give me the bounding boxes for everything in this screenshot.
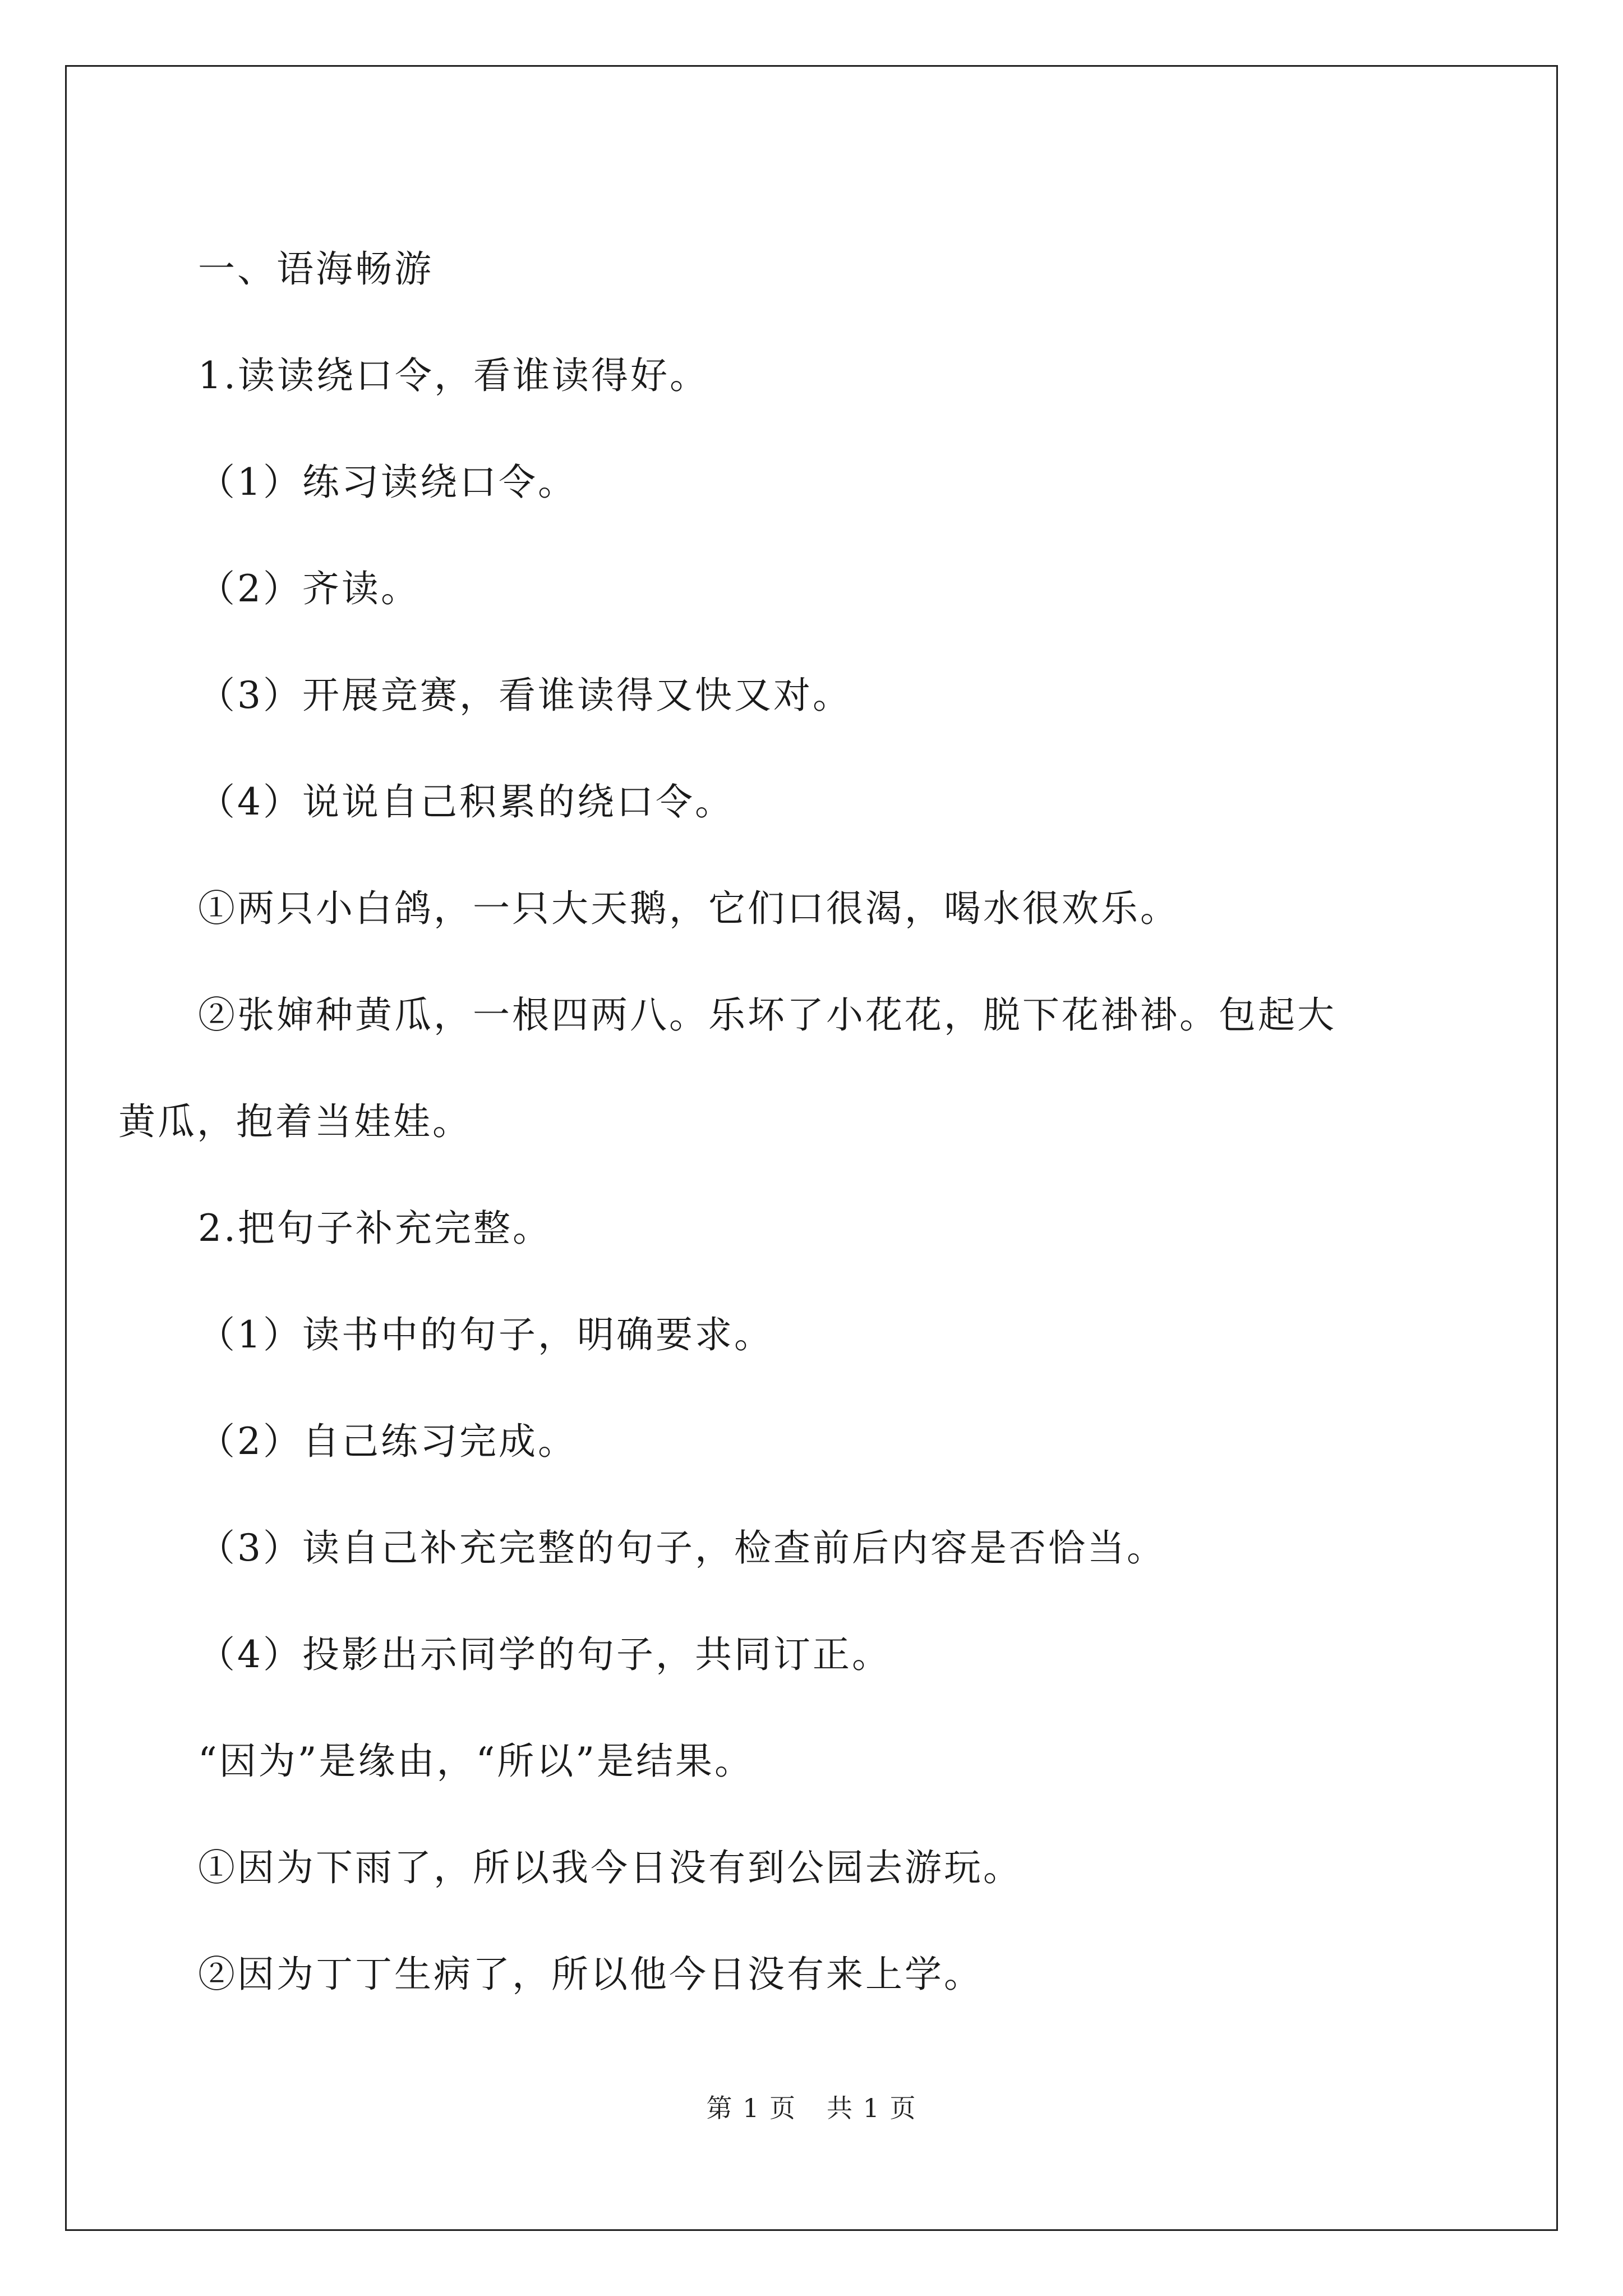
example-sentence: ①因为下雨了，所以我今日没有到公园去游玩。 [198,1846,1022,1889]
explanation-line: “因为”是缘由，“所以”是结果。 [198,1740,754,1783]
question-heading: 1.读读绕口令，看谁读得好。 [198,354,709,397]
list-item: （3）读自己补充完整的句子，检查前后内容是否恰当。 [198,1526,1166,1570]
tongue-twister: ②张婶种黄瓜，一根四两八。乐坏了小花花，脱下花褂褂。包起大黄瓜，抱着当娃娃。 [118,993,1336,1143]
document-body [118,216,1432,2028]
page-total: 共 1 页 [827,2093,917,2123]
tongue-twister: ①两只小白鸽，一只大天鹅，它们口很渴，喝水很欢乐。 [198,887,1179,930]
list-item: （1）读书中的句子，明确要求。 [198,1313,773,1356]
list-item: （1）练习读绕口令。 [198,461,577,504]
list-item: （2）齐读。 [198,567,420,610]
list-item: （2）自己练习完成。 [198,1420,577,1463]
list-item: （4）说说自己积累的绕口令。 [198,780,734,823]
list-item: （4）投影出示同学的句子，共同订正。 [198,1633,891,1676]
example-sentence: ②因为丁丁生病了，所以他今日没有来上学。 [198,1953,983,1996]
question-heading: 2.把句子补充完整。 [198,1207,552,1250]
section-heading: 一、语海畅游 [198,247,434,291]
list-item: （3）开展竞赛，看谁读得又快又对。 [198,674,852,717]
page-footer [0,2088,1623,2125]
page-number: 第 1 页 [706,2093,796,2123]
